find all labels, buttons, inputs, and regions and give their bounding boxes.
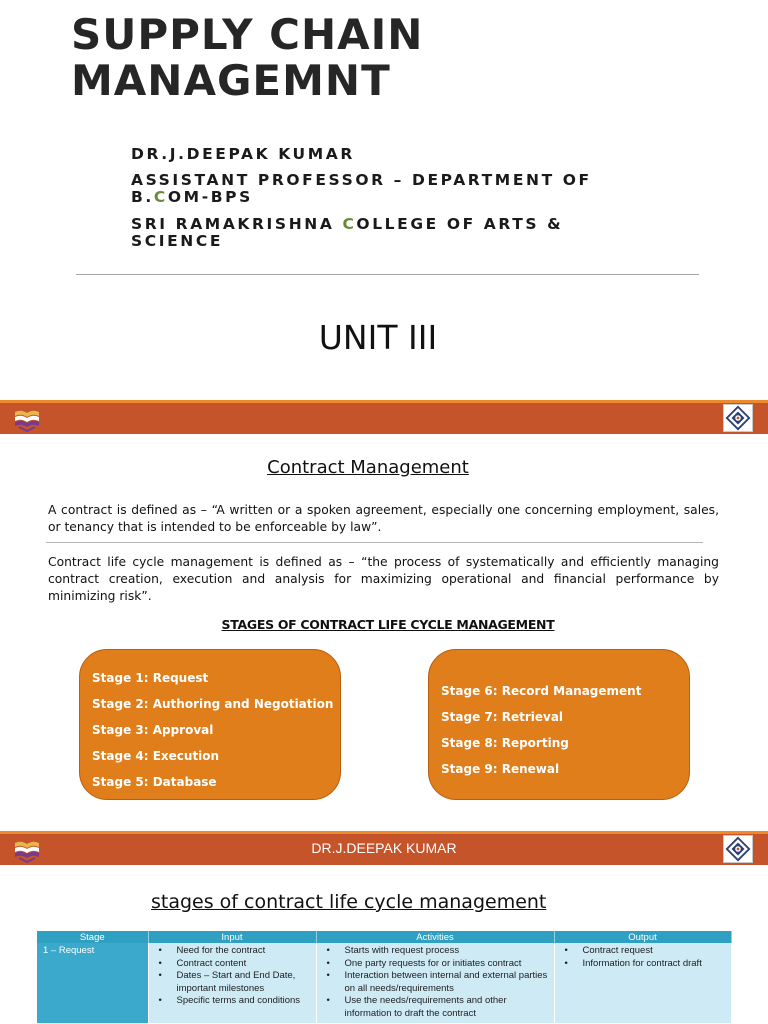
list-item: • Starts with request process xyxy=(321,945,550,958)
list-item: • Specific terms and conditions xyxy=(153,995,312,1008)
list-item: • One party requests for or initiates contract xyxy=(321,958,550,971)
list-item: • Need for the contract xyxy=(153,945,312,958)
stages-box-left xyxy=(79,649,341,800)
stage-item: Stage 9: Renewal xyxy=(441,762,560,776)
footer-author: DR.J.DEEPAK KUMAR xyxy=(311,840,457,856)
paragraph-divider xyxy=(46,542,703,543)
college-emblem-icon xyxy=(724,405,752,431)
college-accent-letter: C xyxy=(342,215,357,233)
column-header: Output xyxy=(554,931,731,943)
stage-cell: 1 – Request xyxy=(37,943,148,1023)
role-line-1: ASSISTANT PROFESSOR – DEPARTMENT OF xyxy=(131,171,592,189)
stage-item: Stage 2: Authoring and Negotiation xyxy=(92,697,334,711)
college-name xyxy=(131,216,651,250)
role-text: OM-BPS xyxy=(167,188,253,206)
list-item: • Interaction between internal and external parties on all needs/requirements xyxy=(321,970,550,995)
stage-item: Stage 6: Record Management xyxy=(441,684,642,698)
input-cell xyxy=(148,943,316,1023)
clm-definition: Contract life cycle management is defined as – “the process of systematically and efficiently managing contract creation, execution and analysis for maximizing operational and financial performance by minimizing risk”. xyxy=(48,555,719,603)
contract-definition: A contract is defined as – “A written or a spoken agreement, especially one concerning employment, sales, or tenancy that is intended to be enforceable by law”. xyxy=(48,503,719,534)
column-header: Input xyxy=(148,931,316,943)
output-cell xyxy=(554,943,731,1023)
college-line-2: SCIENCE xyxy=(131,232,224,250)
college-text: OLLEGE OF ARTS & xyxy=(356,215,564,233)
column-header: Activities xyxy=(316,931,554,943)
table-header-row xyxy=(37,931,731,943)
stage-item: Stage 5: Database xyxy=(92,775,217,789)
list-item: • Information for contract draft xyxy=(559,958,727,971)
title-line-1: SUPPLY CHAIN xyxy=(71,10,424,59)
lifecycle-table-heading: stages of contract life cycle management xyxy=(151,891,547,913)
author-name: DR.J.DEEPAK KUMAR xyxy=(131,145,355,163)
role-text: B. xyxy=(131,188,154,206)
university-book-logo-icon xyxy=(13,406,41,432)
slide2-header-bar xyxy=(0,400,768,434)
contract-management-heading: Contract Management xyxy=(267,457,469,478)
college-emblem-icon xyxy=(724,836,752,862)
list-item: • Use the needs/requirements and other information to draft the contract xyxy=(321,995,550,1020)
unit-label: UNIT III xyxy=(318,318,438,357)
role-line-2 xyxy=(131,189,651,206)
stage-item: Stage 4: Execution xyxy=(92,749,220,763)
stages-title: STAGES OF CONTRACT LIFE CYCLE MANAGEMENT xyxy=(221,617,555,632)
activities-cell xyxy=(316,943,554,1023)
list-item: • Dates – Start and End Date, important milestones xyxy=(153,970,312,995)
stage-item: Stage 7: Retrieval xyxy=(441,710,564,724)
list-item: • Contract content xyxy=(153,958,312,971)
stage-item: Stage 8: Reporting xyxy=(441,736,569,750)
college-emblem xyxy=(723,835,753,863)
list-item: • Contract request xyxy=(559,945,727,958)
college-line-1 xyxy=(131,216,651,233)
table-row xyxy=(37,943,731,1023)
author-role xyxy=(131,172,651,206)
slide3-header-bar xyxy=(0,831,768,865)
slide1-title xyxy=(71,12,671,104)
column-header: Stage xyxy=(37,931,148,943)
college-text: SRI RAMAKRISHNA xyxy=(131,215,343,233)
stages-box-right xyxy=(428,649,690,800)
lifecycle-table xyxy=(37,931,732,1023)
stage-item: Stage 3: Approval xyxy=(92,723,214,737)
role-accent-letter: C xyxy=(153,188,168,206)
title-line-2: MANAGEMNT xyxy=(71,56,391,105)
college-emblem xyxy=(723,404,753,432)
title-divider xyxy=(76,274,699,275)
stage-item: Stage 1: Request xyxy=(92,671,209,685)
